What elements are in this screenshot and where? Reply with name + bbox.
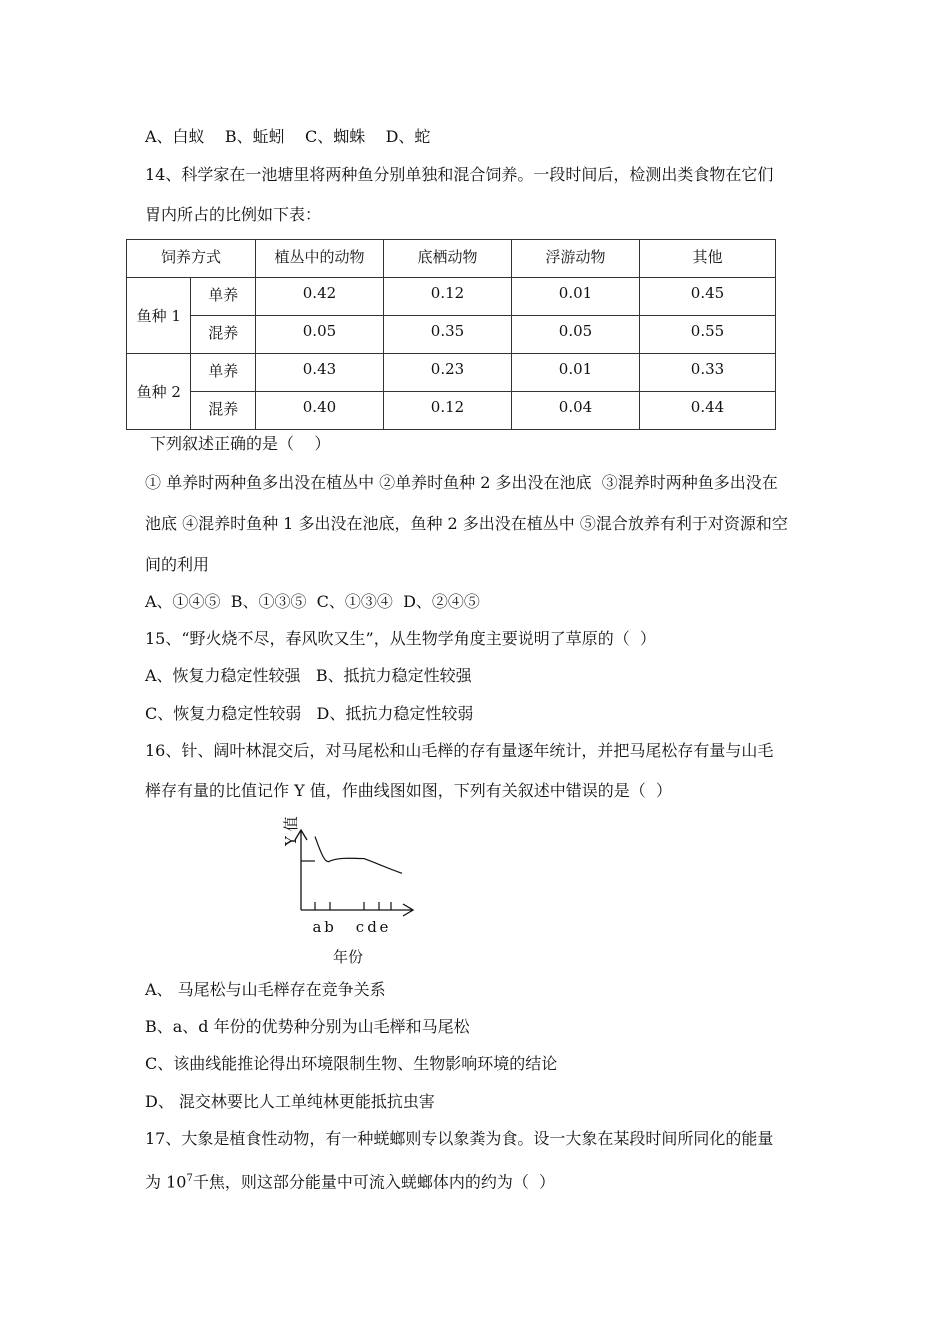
q17-stem-line-1: 17、大象是植食性动物，有一种蜣螂则专以象粪为食。设一大象在某段时间所同化的能量 bbox=[145, 1129, 774, 1148]
q17-text-b: 千焦，则这部分能量中可流入蜣螂体内的约为（ ） bbox=[192, 1172, 556, 1192]
table-row bbox=[127, 316, 776, 354]
value-cell: 0.12 bbox=[383, 392, 511, 430]
value-cell: 0.42 bbox=[255, 278, 383, 316]
q14-statement-line-2: 池底 ④混养时鱼种 1 多出没在池底，鱼种 2 多出没在植丛中 ⑤混合放养有利于对资源和空 bbox=[145, 514, 788, 533]
value-cell: 0.40 bbox=[255, 392, 383, 430]
q14-stem-line-1: 14、科学家在一池塘里将两种鱼分别单独和混合饲养。一段时间后，检测出类食物在它们 bbox=[145, 165, 774, 184]
header-cell: 饲养方式 bbox=[127, 240, 256, 278]
value-cell: 0.01 bbox=[512, 354, 640, 392]
group-label: 鱼种 1 bbox=[127, 278, 191, 354]
table-header-row bbox=[127, 240, 776, 278]
q16-option-c: C、该曲线能推论得出环境限制生物、生物影响环境的结论 bbox=[145, 1054, 558, 1073]
header-cell: 底栖动物 bbox=[383, 240, 511, 278]
table-row bbox=[127, 392, 776, 430]
x-tick-label-b: b bbox=[324, 918, 334, 936]
q13-options: A、白蚁 B、蚯蚓 C、蜘蛛 D、蛇 bbox=[145, 127, 431, 146]
q14-prompt: 下列叙述正确的是（ ） bbox=[150, 434, 331, 453]
q16-option-a: A、 马尾松与山毛榉存在竞争关系 bbox=[145, 980, 386, 999]
value-cell: 0.33 bbox=[640, 354, 776, 392]
table-row bbox=[127, 354, 776, 392]
x-tick-label-a: a bbox=[312, 918, 322, 936]
q16-option-b: B、a、d 年份的优势种分别为山毛榉和马尾松 bbox=[145, 1017, 470, 1036]
header-cell: 浮游动物 bbox=[512, 240, 640, 278]
y-value-chart bbox=[278, 812, 438, 972]
q17-exponent: 7 bbox=[186, 1173, 193, 1184]
q15-options-cd: C、恢复力稳定性较弱 D、抵抗力稳定性较弱 bbox=[145, 704, 474, 723]
q17-text-a: 为 10 bbox=[145, 1172, 187, 1192]
y-value-curve bbox=[315, 837, 402, 874]
x-tick-label-e: e bbox=[379, 918, 389, 936]
q15-options-ab: A、恢复力稳定性较强 B、抵抗力稳定性较强 bbox=[145, 666, 472, 685]
x-axis-label: 年份 bbox=[332, 948, 364, 966]
mode-cell: 单养 bbox=[191, 278, 255, 316]
group-label: 鱼种 2 bbox=[127, 354, 191, 430]
value-cell: 0.01 bbox=[512, 278, 640, 316]
q14-statement-line-1: ① 单养时两种鱼多出没在植丛中 ②单养时鱼种 2 多出没在池底 ③混养时两种鱼多出没在 bbox=[145, 473, 778, 492]
q16-option-d: D、 混交林要比人工单纯林更能抵抗虫害 bbox=[145, 1092, 435, 1111]
mode-cell: 单养 bbox=[191, 354, 255, 392]
value-cell: 0.12 bbox=[383, 278, 511, 316]
value-cell: 0.55 bbox=[640, 316, 776, 354]
q17-stem-line-2 bbox=[145, 1169, 555, 1192]
value-cell: 0.45 bbox=[640, 278, 776, 316]
value-cell: 0.05 bbox=[255, 316, 383, 354]
q15-stem: 15、“野火烧不尽，春风吹又生”，从生物学角度主要说明了草原的（ ） bbox=[145, 629, 656, 648]
x-tick-label-c: c bbox=[355, 918, 365, 936]
value-cell: 0.04 bbox=[512, 392, 640, 430]
header-cell: 植丛中的动物 bbox=[255, 240, 383, 278]
q16-stem-line-1: 16、针、阔叶林混交后，对马尾松和山毛榉的存有量逐年统计，并把马尾松存有量与山毛 bbox=[145, 741, 774, 760]
q14-stem-line-2: 胃内所占的比例如下表： bbox=[145, 205, 322, 224]
y-axis-label: Y 值 bbox=[282, 816, 300, 846]
x-tick-label-d: d bbox=[367, 918, 377, 936]
header-cell: 其他 bbox=[640, 240, 776, 278]
value-cell: 0.23 bbox=[383, 354, 511, 392]
feeding-table bbox=[126, 239, 776, 430]
value-cell: 0.43 bbox=[255, 354, 383, 392]
value-cell: 0.35 bbox=[383, 316, 511, 354]
mode-cell: 混养 bbox=[191, 392, 255, 430]
value-cell: 0.44 bbox=[640, 392, 776, 430]
table-row bbox=[127, 278, 776, 316]
mode-cell: 混养 bbox=[191, 316, 255, 354]
q16-stem-line-2: 榉存有量的比值记作 Y 值，作曲线图如图，下列有关叙述中错误的是（ ） bbox=[145, 781, 672, 800]
value-cell: 0.05 bbox=[512, 316, 640, 354]
q14-options: A、①④⑤ B、①③⑤ C、①③④ D、②④⑤ bbox=[145, 592, 480, 611]
q14-statement-line-3: 间的利用 bbox=[145, 555, 210, 574]
